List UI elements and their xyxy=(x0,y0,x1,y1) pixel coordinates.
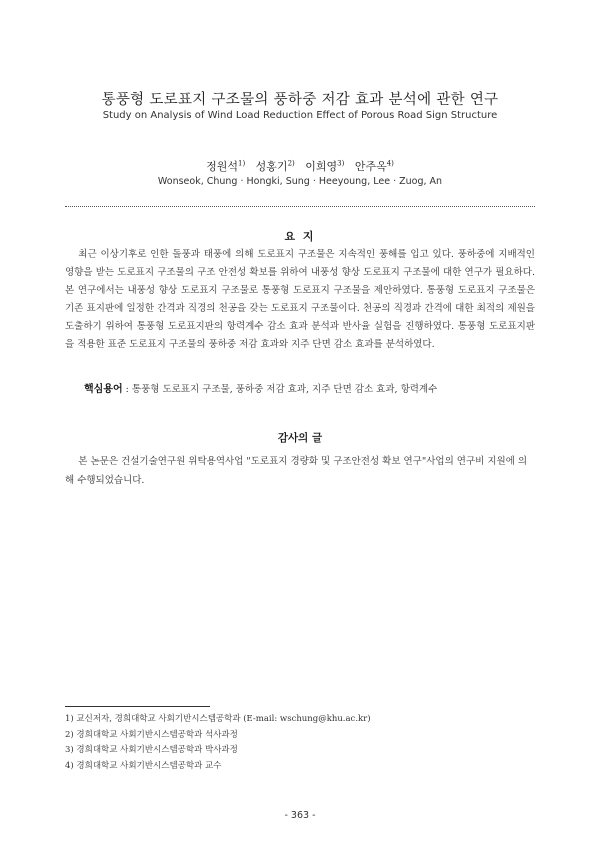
footnote-1: 1) 교신저자, 경희대학교 사회기반시스템공학과 (E-mail: wschung@khu.ac.kr) xyxy=(65,714,371,724)
abstract-body: 최근 이상기후로 인한 돌풍과 태풍에 의해 도로표지 구조물은 지속적인 풍해를 입고 있다. 풍하중에 지배적인 영향을 받는 도로표지 구조물의 구조 안전성 확보를 위하여 내풍성 향상 도로표지 구조물에 대한 연구가 필요하다. 본 연구에서는 내풍성 향상 도로표지 구조물로 통풍형 도로표지 구조물을 제안하였다. 통풍형 도로표지 구조물은 기존 표지판에 일정한 간격과 직경의 천공을 갖는 도로표지 구조물이다. 천공의 직경과 간격에 대한 최적의 제원을 도출하기 위하여 통풍형 도로표지판의 항력계수 감소 효과 분석과 반사율 실험을 진행하였다. 통풍형 도로표지판을 적용한 표준 도로표지 구조물의 풍하중 저감 효과와 지주 단면 감소 효과를 분석하였다. xyxy=(65,249,535,350)
author-4: 안주옥$^{4)}$ xyxy=(354,159,394,173)
keywords xyxy=(84,380,534,395)
english-authors: Wonseok, Chung · Hongki, Sung · Heeyoung, Lee · Zuog, An xyxy=(157,176,443,187)
korean-authors xyxy=(0,158,600,174)
acknowledgement-heading: 감사의 글 xyxy=(277,432,323,444)
footnotes xyxy=(65,712,535,774)
page-number: - 363 - xyxy=(284,810,316,821)
author-1: 정원석$^{1)}$ xyxy=(206,159,246,173)
section-divider xyxy=(65,206,535,207)
keywords-label: 핵심용어 xyxy=(84,384,123,395)
abstract-heading: 요 지 xyxy=(284,230,316,243)
footnote-2: 2) 경희대학교 사회기반시스템공학과 석사과정 xyxy=(65,729,238,740)
footnote-rule xyxy=(65,706,210,707)
english-title: Study on Analysis of Wind Load Reduction Effect of Porous Road Sign Structure xyxy=(102,110,498,121)
korean-title: 통풍형 도로표지 구조물의 풍하중 저감 효과 분석에 관한 연구 xyxy=(101,92,499,108)
footnote-3: 3) 경희대학교 사회기반시스템공학과 박사과정 xyxy=(65,745,238,755)
keywords-text: 통풍형 도로표지 구조물, 풍하중 저감 효과, 지주 단면 감소 효과, 항력계수 xyxy=(131,384,438,395)
footnote-4: 4) 경희대학교 사회기반시스템공학과 교수 xyxy=(65,760,222,771)
author-2: 성홍기$^{2)}$ xyxy=(255,159,295,173)
keywords-separator: : xyxy=(122,384,132,395)
acknowledgement-body: 본 논문은 건설기술연구원 위탁용역사업 "도로표지 경량화 및 구조안전성 확보 연구"사업의 연구비 지원에 의해 수행되었습니다. xyxy=(65,456,528,486)
author-3: 이희영$^{3)}$ xyxy=(305,159,345,173)
